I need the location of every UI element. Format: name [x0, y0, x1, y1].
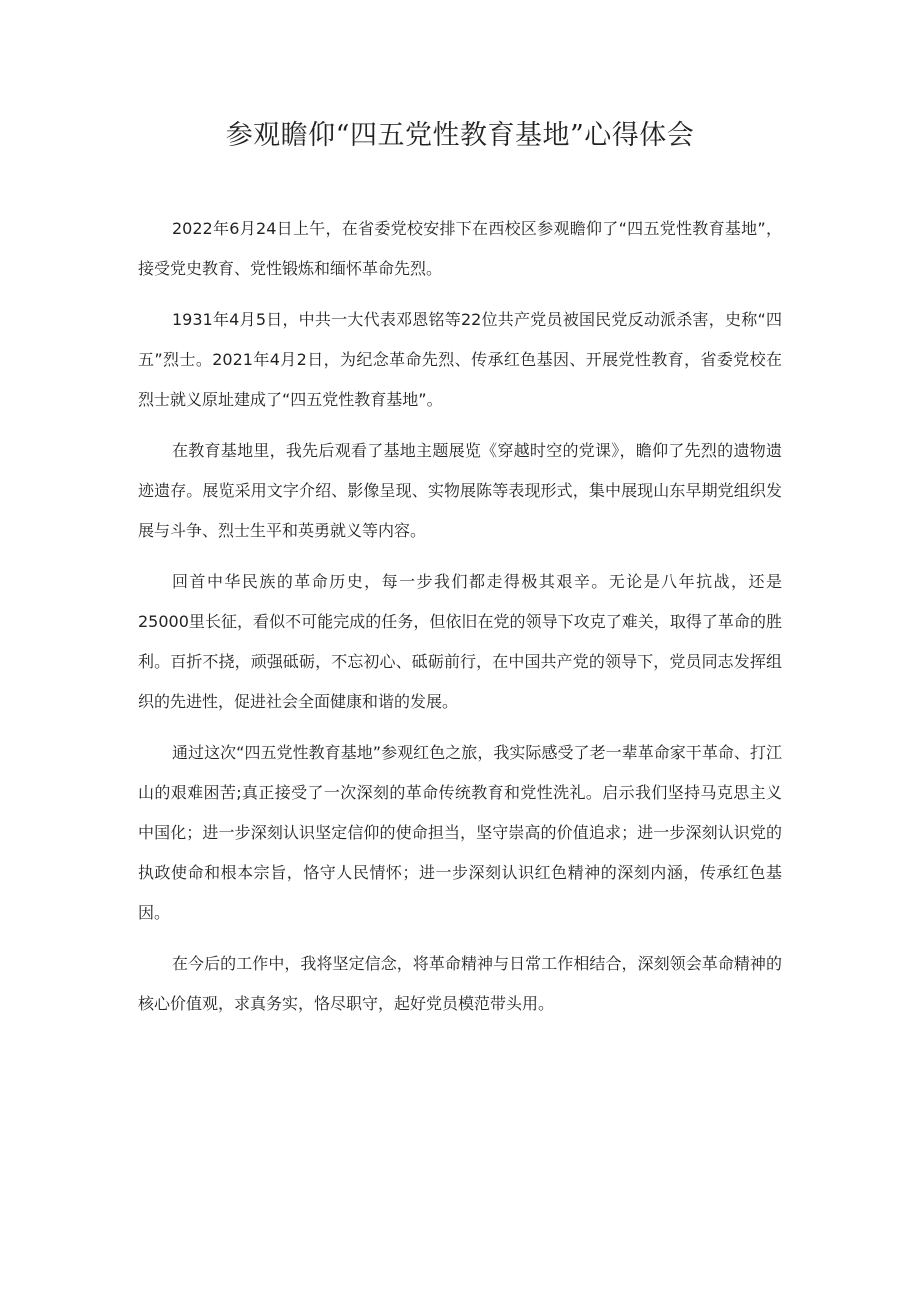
paragraph-5: 通过这次“四五党性教育基地”参观红色之旅，我实际感受了老一辈革命家干革命、打江山的艰难困苦;真正接受了一次深刻的革命传统教育和党性洗礼。启示我们坚持马克思主义中国化；进一步深刻认识坚定信仰的使命担当，坚守崇高的价值追求；进一步深刻认识党的执政使命和根本宗旨，恪守人民情怀；进一步深刻认识红色精神的深刻内涵，传承红色基因。	[138, 743, 782, 922]
paragraph-3: 在教育基地里，我先后观看了基地主题展览《穿越时空的党课》，瞻仰了先烈的遗物遗迹遗存。展览采用文字介绍、影像呈现、实物展陈等表现形式，集中展现山东早期党组织发展与斗争、烈士生平和英勇就义等内容。	[138, 441, 782, 540]
document-title: 参观瞻仰“四五党性教育基地”心得体会	[225, 120, 695, 151]
paragraph-2: 1931年4月5日，中共一大代表邓恩铭等22位共产党员被国民党反动派杀害，史称“四五”烈士。2021年4月2日，为纪念革命先烈、传承红色基因、开展党性教育，省委党校在烈士就义原址建成了“四五党性教育基地”。	[138, 310, 782, 409]
document-body	[138, 209, 782, 1035]
paragraph-1: 2022年6月24日上午，在省委党校安排下在西校区参观瞻仰了“四五党性教育基地”，接受党史教育、党性锻炼和缅怀革命先烈。	[138, 219, 782, 278]
paragraph-4: 回首中华民族的革命历史，每一步我们都走得极其艰辛。无论是八年抗战，还是25000里长征，看似不可能完成的任务，但依旧在党的领导下攻克了难关，取得了革命的胜利。百折不挠，顽强砥砺，不忘初心、砥砺前行，在中国共产党的领导下，党员同志发挥组织的先进性，促进社会全面健康和谐的发展。	[138, 572, 782, 711]
paragraph-6: 在今后的工作中，我将坚定信念，将革命精神与日常工作相结合，深刻领会革命精神的核心价值观，求真务实，恪尽职守，起好党员模范带头用。	[138, 954, 782, 1013]
